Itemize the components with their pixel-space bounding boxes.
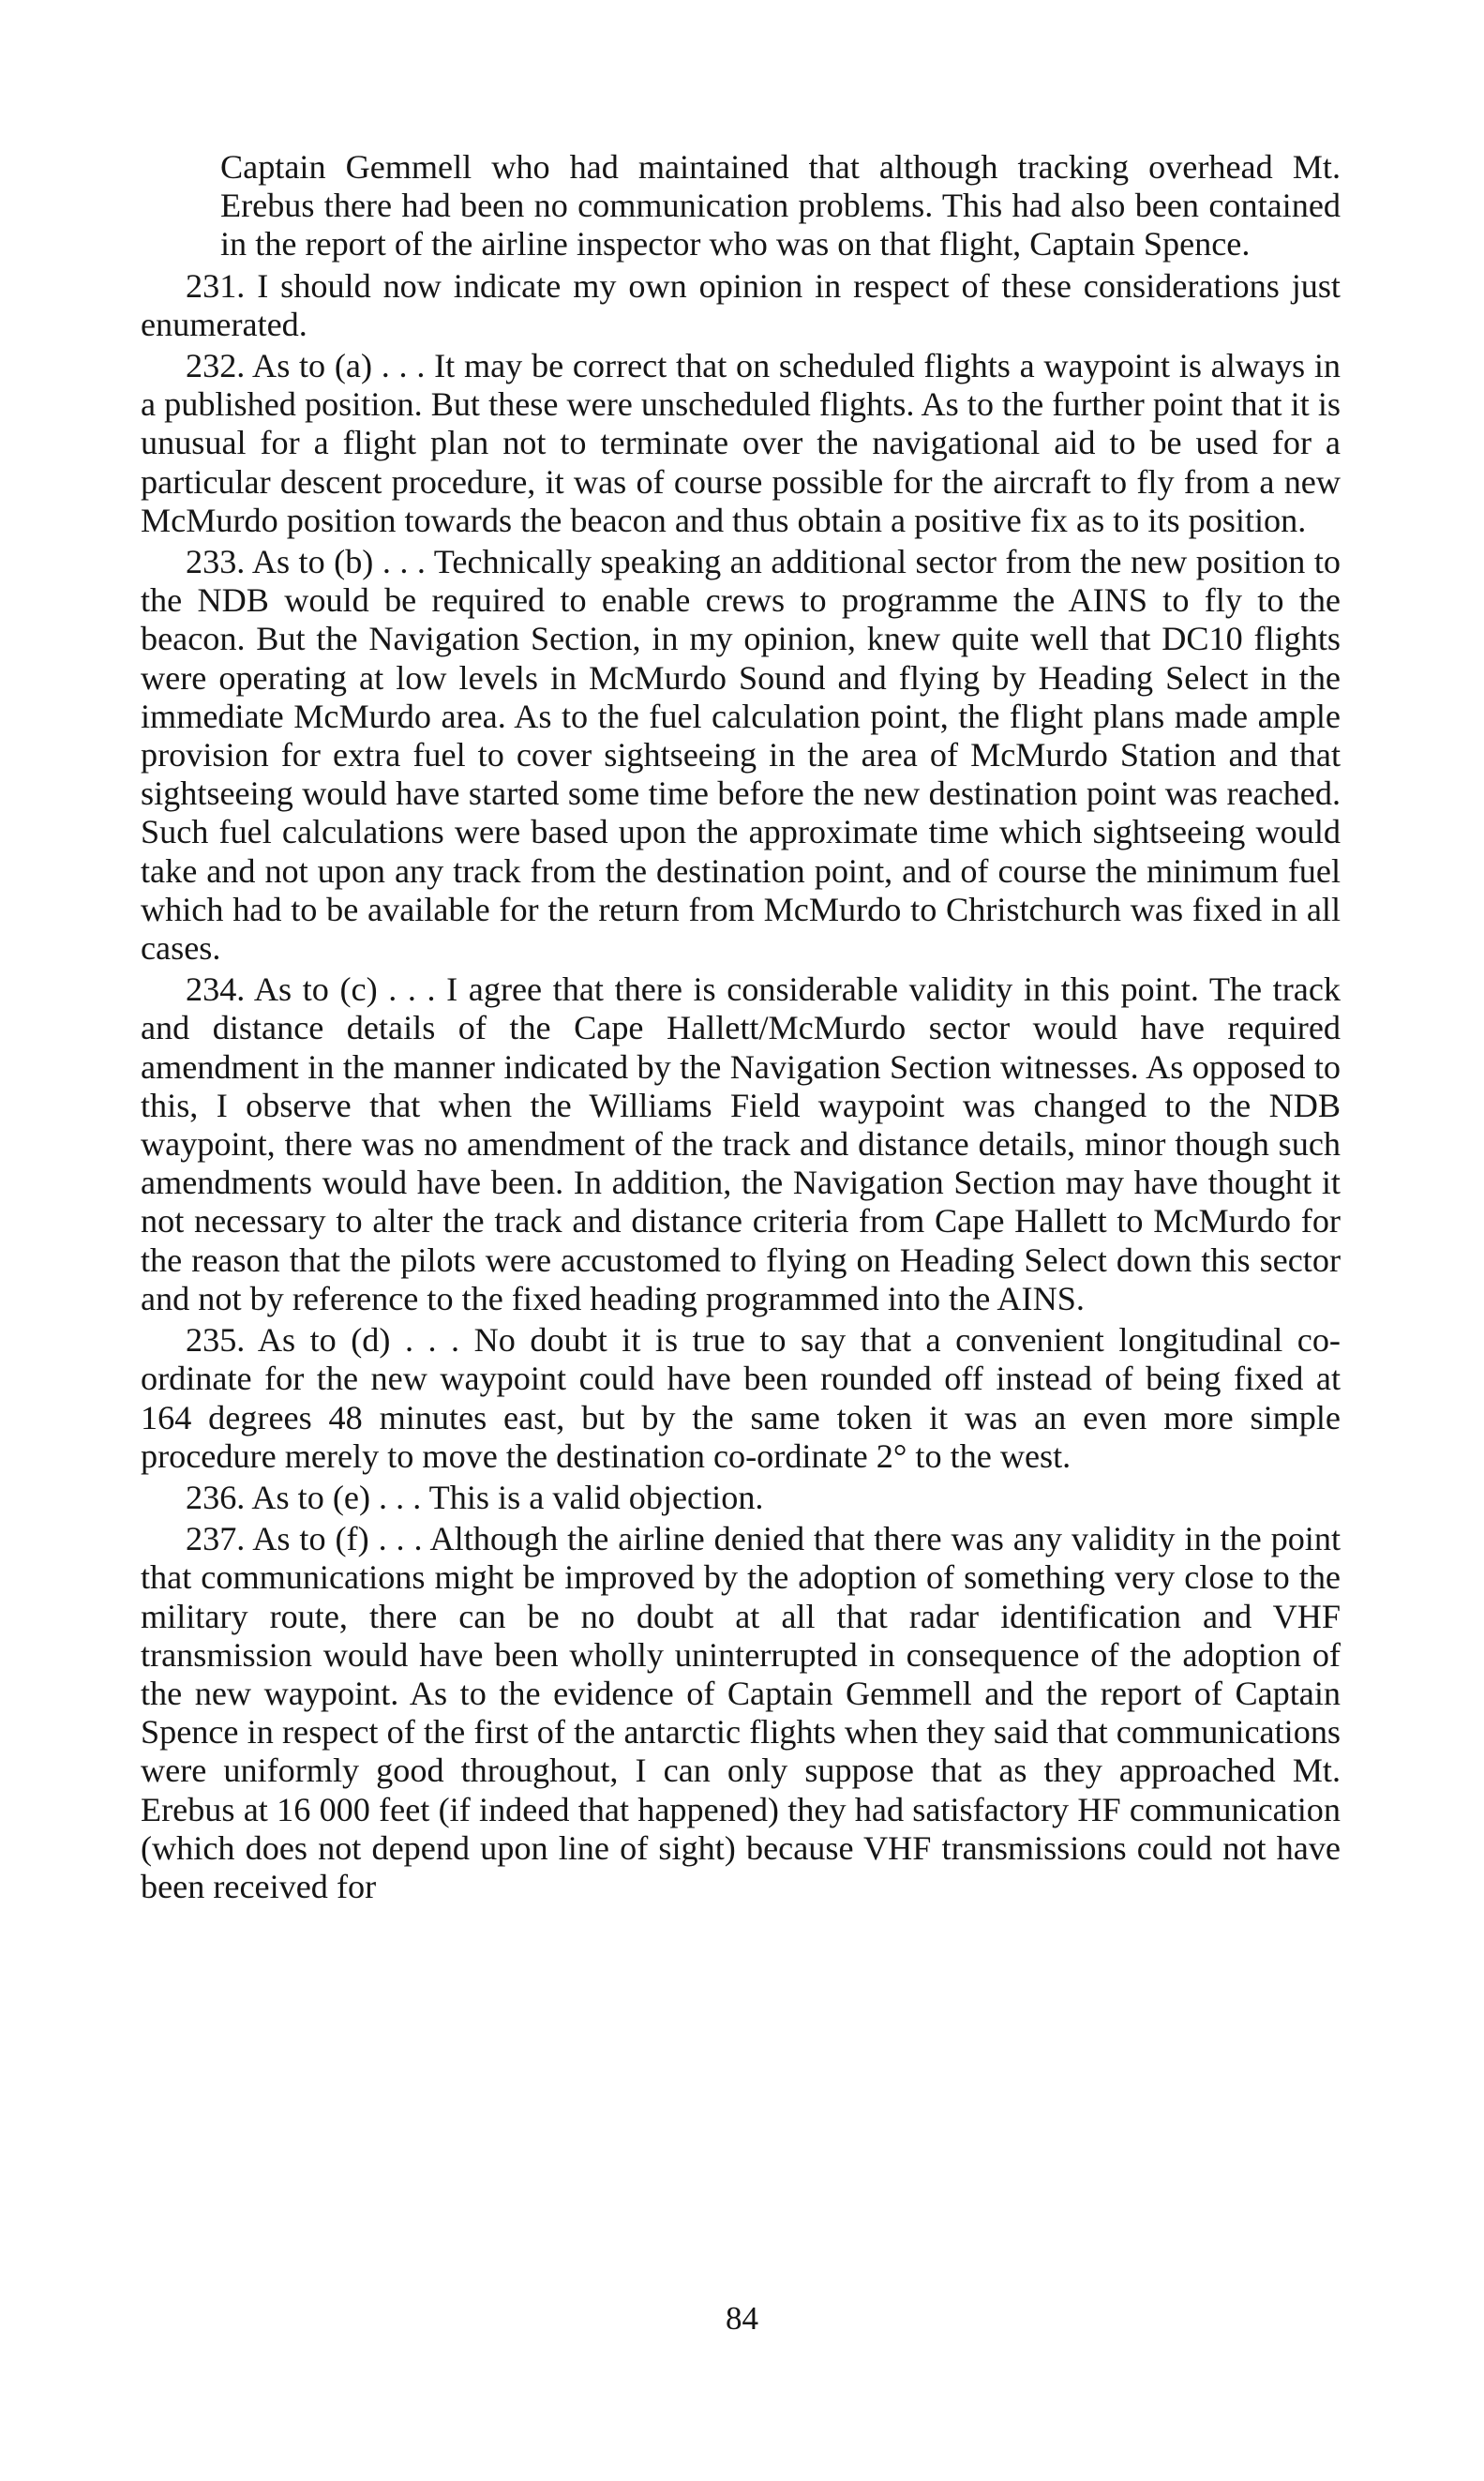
paragraph-233: 233. As to (b) . . . Technically speaking an additional sector from the new position to the NDB would be required to enable crews to programme the AINS to fly to the beacon. But the Navigation Section, in my opinion, knew quite well that DC10 flights were operating at low levels in McMurdo Sound and flying by Heading Select in the immediate McMurdo area. As to the fuel calculation point, the flight plans made ample provision for extra fuel to cover sightseeing in the area of McMurdo Station and that sightseeing would have started some time before the new destination point was reached. Such fuel calculations were based upon the approximate time which sightseeing would take and not upon any track from the destination point, and of course the minimum fuel which had to be available for the return from McMurdo to Christchurch was fixed in all cases. bbox=[141, 543, 1341, 968]
paragraph-237: 237. As to (f) . . . Although the airline denied that there was any validity in the point that communications might be improved by the adoption of something very close to the military route, there can be no doubt at all that radar identification and VHF transmission would have been wholly uninterrupted in consequence of the adoption of the new waypoint. As to the evidence of Captain Gemmell and the report of Captain Spence in respect of the first of the antarctic flights when they said that communications were uniformly good throughout, I can only suppose that as they approached Mt. Erebus at 16 000 feet (if indeed that happened) they had satisfactory HF communication (which does not depend upon line of sight) because VHF transmissions could not have been received for bbox=[141, 1520, 1341, 1905]
paragraph-232: 232. As to (a) . . . It may be correct that on scheduled flights a waypoint is always in a published position. But these were unscheduled flights. As to the further point that it is unusual for a flight plan not to terminate over the navigational aid to be used for a particular descent procedure, it was of course possible for the aircraft to fly from a new McMurdo position towards the beacon and thus obtain a positive fix as to its position. bbox=[141, 347, 1341, 539]
paragraph-231: 231. I should now indicate my own opinion in respect of these considerations just enumerated. bbox=[141, 266, 1341, 343]
paragraph-235: 235. As to (d) . . . No doubt it is true to say that a convenient longitudinal co-ordinate for the new waypoint could have been rounded off instead of being fixed at 164 degrees 48 minutes east, but by the same token it was an even more simple procedure merely to move the destination co-ordinate 2° to the west. bbox=[141, 1321, 1341, 1475]
page-number: 84 bbox=[726, 2300, 758, 2337]
document-text bbox=[141, 148, 1341, 1906]
page-body bbox=[141, 148, 1341, 1906]
paragraph-continuation: Captain Gemmell who had maintained that although tracking overhead Mt. Erebus there had been no communication problems. This had also been contained in the report of the airline inspector who was on that flight, Captain Spence. bbox=[220, 148, 1341, 263]
paragraph-236: 236. As to (e) . . . This is a valid objection. bbox=[186, 1478, 764, 1516]
paragraph-234: 234. As to (c) . . . I agree that there is considerable validity in this point. The track and distance details of the Cape Hallett/McMurdo sector would have required amendment in the manner indicated by the Navigation Section witnesses. As opposed to this, I observe that when the Williams Field waypoint was changed to the NDB waypoint, there was no amendment of the track and distance details, minor though such amendments would have been. In addition, the Navigation Section may have thought it not necessary to alter the track and distance criteria from Cape Hallett to McMurdo for the reason that the pilots were accustomed to flying on Heading Select down this sector and not by reference to the fixed heading programmed into the AINS. bbox=[141, 970, 1341, 1317]
